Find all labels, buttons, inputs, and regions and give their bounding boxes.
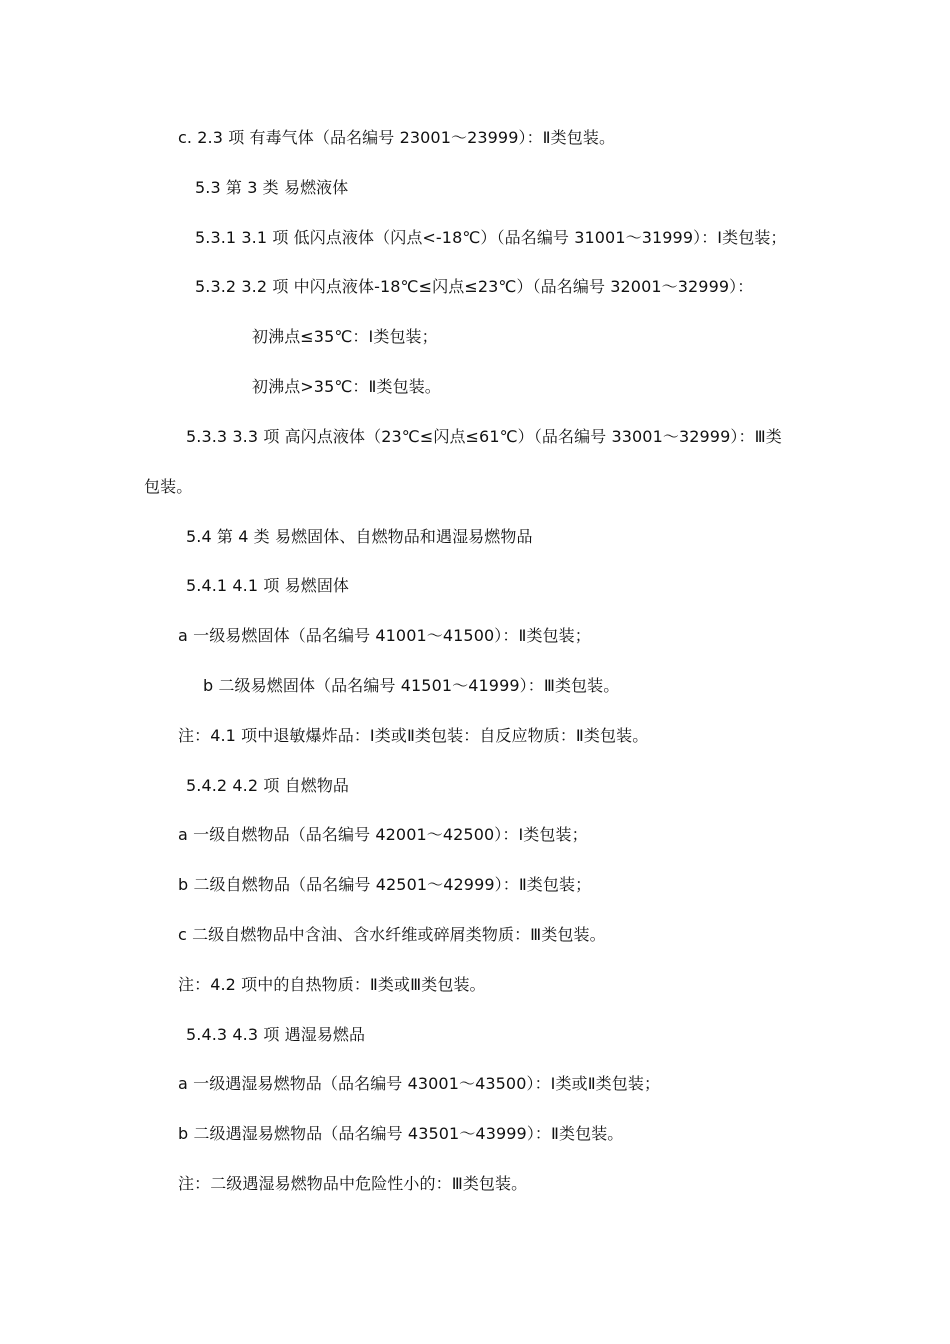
text-line-5-4-3-b: b 二级遇湿易燃物品（品名编号 43501～43999）：Ⅱ类包装。 — [178, 1124, 624, 1143]
note-5-4-1: 注：4.1 项中退敏爆炸品：Ⅰ类或Ⅱ类包装：自反应物质：Ⅱ类包装。 — [178, 726, 649, 745]
text-line-5-4-2-c: c 二级自燃物品中含油、含水纤维或碎屑类物质：Ⅲ类包装。 — [178, 925, 606, 944]
heading-5-4-class-4: 5.4 第 4 类 易燃固体、自燃物品和遇湿易燃物品 — [186, 527, 533, 546]
note-5-4-3: 注：二级遇湿易燃物品中危险性小的：Ⅲ类包装。 — [178, 1174, 528, 1193]
text-line-5-4-1-a: a 一级易燃固体（品名编号 41001～41500）：Ⅱ类包装； — [178, 626, 591, 645]
text-line-5-4-3-a: a 一级遇湿易燃物品（品名编号 43001～43500）：Ⅰ类或Ⅱ类包装； — [178, 1074, 661, 1093]
heading-5-4-2: 5.4.2 4.2 项 自燃物品 — [186, 776, 350, 795]
text-line-5-3-3: 5.3.3 3.3 项 高闪点液体（23℃≤闪点≤61℃）（品名编号 33001～32999）：Ⅲ类 — [186, 427, 782, 446]
text-line-5-4-1-b: b 二级易燃固体（品名编号 41501～41999）：Ⅲ类包装。 — [203, 676, 620, 695]
text-line-boiling-point-high: 初沸点>35℃：Ⅱ类包装。 — [252, 377, 441, 396]
text-line-5-4-2-a: a 一级自燃物品（品名编号 42001～42500）：Ⅰ类包装； — [178, 825, 588, 844]
heading-5-4-1: 5.4.1 4.1 项 易燃固体 — [186, 576, 350, 595]
note-5-4-2: 注：4.2 项中的自热物质：Ⅱ类或Ⅲ类包装。 — [178, 975, 486, 994]
text-line-5-4-2-b: b 二级自燃物品（品名编号 42501～42999）：Ⅱ类包装； — [178, 875, 592, 894]
text-line-5-3-3-continued: 包装。 — [144, 477, 193, 496]
text-line-5-3-2: 5.3.2 3.2 项 中闪点液体-18℃≤闪点≤23℃）（品名编号 32001～32999）： — [195, 277, 754, 296]
text-line-boiling-point-low: 初沸点≤35℃：Ⅰ类包装； — [252, 327, 438, 346]
heading-5-4-3: 5.4.3 4.3 项 遇湿易燃品 — [186, 1025, 366, 1044]
text-line-2-3-toxic-gas: c. 2.3 项 有毒气体（品名编号 23001～23999）：Ⅱ类包装。 — [178, 128, 616, 147]
text-line-5-3-1: 5.3.1 3.1 项 低闪点液体（闪点<-18℃）（品名编号 31001～31999）：Ⅰ类包装； — [195, 228, 787, 247]
heading-5-3-class-3: 5.3 第 3 类 易燃液体 — [195, 178, 349, 197]
